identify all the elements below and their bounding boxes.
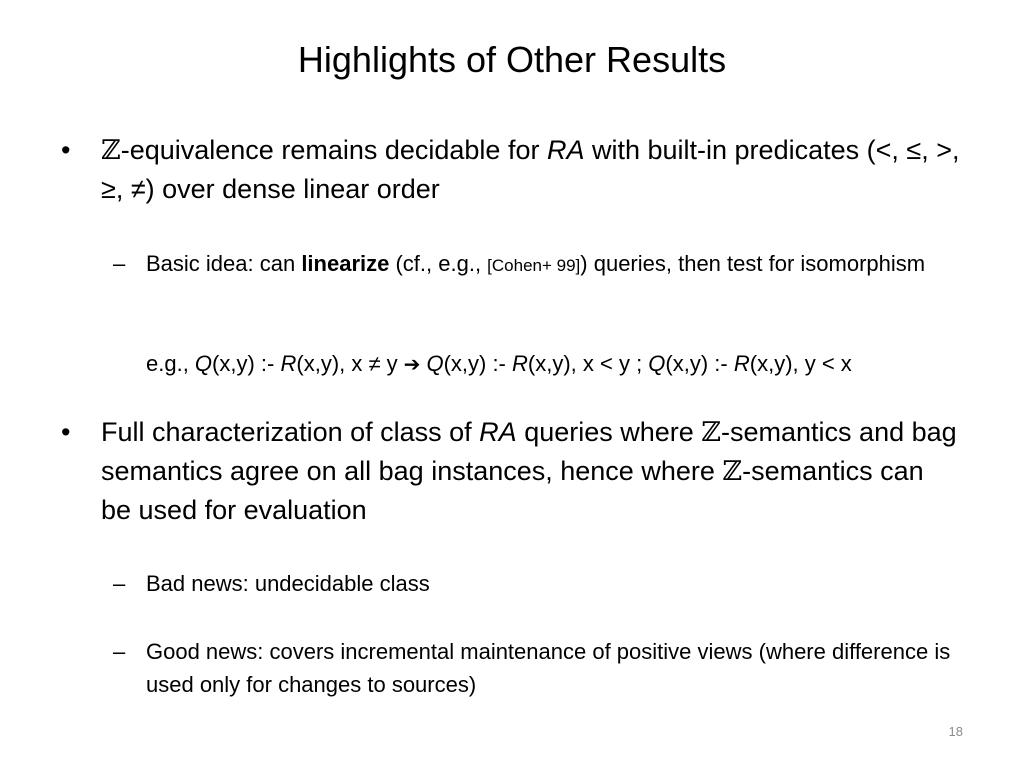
- example-q1: Q: [194, 351, 213, 376]
- sub-bullet-1: [113, 247, 976, 282]
- example-q3: Q: [648, 351, 666, 376]
- citation-ref: [Cohen+ 99]: [487, 256, 581, 275]
- example-r2: R: [512, 351, 528, 376]
- sub-bullet-2: [113, 567, 976, 600]
- example-q2: Q: [426, 351, 444, 376]
- example-q1-args: (x,y) :-: [212, 351, 281, 376]
- sub-bullet-3: [113, 635, 976, 701]
- bullet-1: [61, 131, 981, 209]
- sub-1-text-b: ) queries, then test for isomorphism: [580, 251, 926, 276]
- arrow-icon: ➔: [403, 352, 421, 376]
- z-symbol: ℤ: [701, 417, 722, 448]
- bullet-2-text-c: -semantics and bag semantics agree on all bag instances, hence where: [101, 417, 957, 486]
- sub-1-text-a: (cf., e.g.,: [389, 251, 488, 276]
- z-symbol: ℤ: [101, 135, 121, 166]
- bullet-2-text-a: Full characterization of class of: [101, 417, 480, 447]
- sub-3-text: Good news: covers incremental maintenance of positive views (where difference is used only for changes to sources): [146, 639, 951, 697]
- sub-dash: –: [113, 571, 126, 596]
- bullet-dot: •: [61, 417, 71, 447]
- z-symbol: ℤ: [722, 456, 743, 487]
- bullet-2-text-d: -semantics can be used for evaluation: [101, 456, 924, 525]
- sub-1-bold: linearize: [301, 251, 390, 276]
- slide-title: Highlights of Other Results: [297, 39, 727, 80]
- example-q3-args: (x,y) :-: [665, 351, 734, 376]
- bullet-2-text-b: queries where: [516, 417, 702, 447]
- example-q2-args: (x,y) :-: [443, 351, 512, 376]
- bullet-1-text-a: -equivalence remains decidable for: [120, 135, 547, 165]
- bullet-dot: •: [61, 135, 71, 165]
- example-r1: R: [280, 351, 297, 376]
- sub-2-text: Bad news: undecidable class: [146, 571, 430, 596]
- bullet-1-text-b: with built-in predicates (<, ≤, >, ≥, ≠) over dense linear order: [101, 135, 960, 204]
- example-r3: R: [733, 351, 750, 376]
- bullet-2-ra: RA: [479, 417, 517, 447]
- example-r2-args: (x,y), x < y ;: [527, 351, 649, 376]
- bullet-2: [61, 413, 961, 530]
- sub-dash: –: [113, 251, 126, 276]
- sub-dash: –: [113, 639, 126, 664]
- sub-1-prefix: Basic idea: can: [146, 251, 302, 276]
- slide-number: 18: [948, 724, 963, 739]
- example-r3-args: (x,y), y < x: [749, 351, 852, 376]
- example-r1-args: (x,y), x ≠ y: [296, 351, 398, 376]
- example-line: [146, 347, 986, 381]
- bullet-1-ra: RA: [546, 135, 585, 165]
- example-eg: e.g.,: [146, 351, 195, 376]
